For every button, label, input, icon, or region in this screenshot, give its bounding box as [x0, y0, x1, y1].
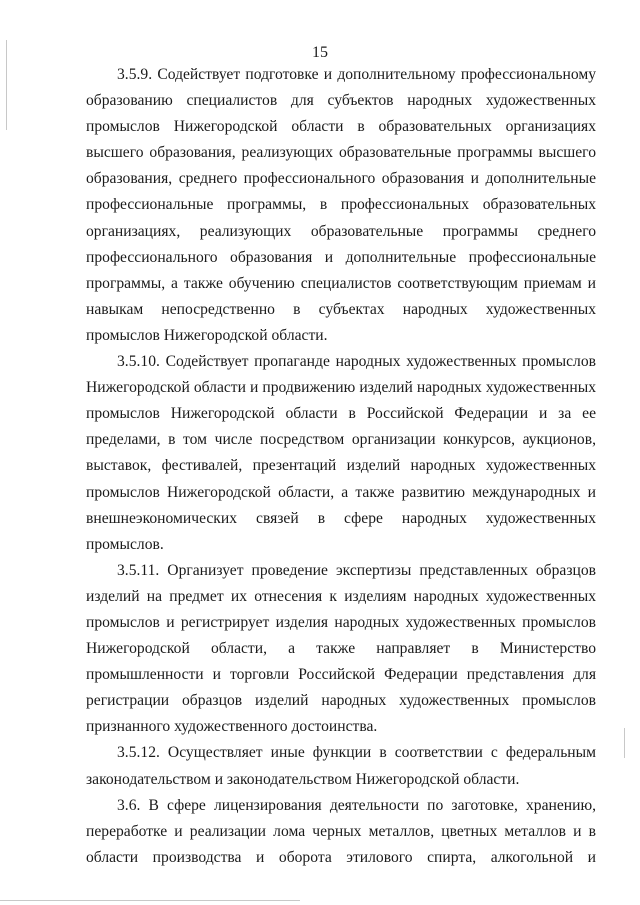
paragraph-3-5-12: 3.5.12. Осуществляет иные функции в соответствии с федеральным законодательством и законодательством Нижегородской области.: [86, 744, 596, 788]
scan-artifact-bottom: [0, 900, 300, 901]
paragraph-3-5-10: 3.5.10. Содействует пропаганде народных художественных промыслов Нижегородской области и продвижению изделий народных художественных промыслов Нижегородской области в Российской Федерации и за ее пределами, в том числе посредством организации конкурсов, аукционов, выставок, фестивалей, презентаций изделий народных художественных промыслов Нижегородской области, а также развитию международных и внешнеэкономических связей в сфере народных художественных промыслов.: [86, 353, 596, 553]
scan-artifact-left: [6, 40, 7, 130]
paragraph-3-5-11: 3.5.11. Организует проведение экспертизы представленных образцов изделий на предмет их отнесения к изделиям народных художественных промыслов и регистрирует изделия народных художественных промыслов Нижегородской области, а также направляет в Министерство промышленности и торговли Российской Федерации представления для регистрации образцов изделий народных художественных промыслов признанного художественного достоинства.: [86, 561, 596, 736]
scan-artifact-right: [624, 728, 625, 758]
document-body: [86, 62, 596, 871]
paragraph-3-6: 3.6. В сфере лицензирования деятельности по заготовке, хранению, переработке и реализации лома черных металлов, цветных металлов и в области производства и оборота этилового спирта, алкогольной и: [86, 796, 596, 866]
paragraph-3-5-9: 3.5.9. Содействует подготовке и дополнительному профессиональному образованию специалистов для субъектов народных художественных промыслов Нижегородской области в образовательных организациях высшего образования, реализующих образовательные программы высшего образования, среднего профессионального образования и дополнительные профессиональные программы, в профессиональных образовательных организациях, реализующих образовательные программы среднего профессионального образования и дополнительные профессиональные программы, а также обучению специалистов соответствующим приемам и навыкам непосредственно в субъектах народных художественных промыслов Нижегородской области.: [86, 66, 596, 344]
page-number: 15: [312, 44, 328, 61]
